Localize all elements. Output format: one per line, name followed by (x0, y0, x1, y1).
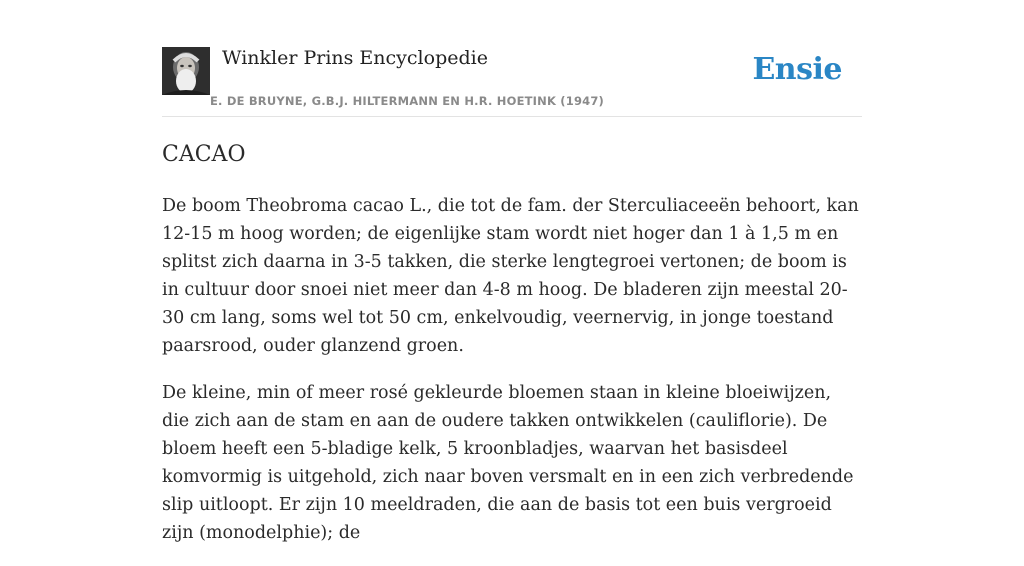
source-header (162, 46, 862, 117)
ensie-logo[interactable]: Ensie (752, 52, 842, 87)
source-authors: E. DE BRUYNE, G.B.J. HILTERMANN EN H.R. HOETINK (1947) (210, 94, 605, 108)
entry-paragraph: De kleine, min of meer rosé gekleurde bloemen staan in kleine bloeiwijzen, die zich aan de stam en aan de oudere takken ontwikkelen (cauliflorie). De bloem heeft een 5-bladige kelk, 5 kroonbladjes, waarvan het basisdeel komvormig is uitgehold, zich naar boven versmalt en in een zich verbredende slip uitloopt. Er zijn 10 meeldraden, die aan de basis tot een buis vergroeid zijn (monodelphie); de (162, 383, 854, 543)
entry-paragraph: De boom Theobroma cacao L., die tot de fam. der Sterculiaceeën behoort, kan 12-15 m hoog worden; de eigenlijke stam wordt niet hoger dan 1 à 1,5 m en splitst zich daarna in 3-5 takken, die sterke lengtegroei vertonen; de boom is in cultuur door snoei niet meer dan 4-8 m hoog. De bladeren zijn meestal 20-30 cm lang, soms wel tot 50 cm, enkelvoudig, veernervig, in jonge toestand paarsrood, ouder glanzend groen. (162, 196, 859, 356)
entry-body (162, 192, 862, 566)
entry-title: CACAO (162, 142, 246, 167)
author-portrait (162, 47, 210, 95)
source-title[interactable]: Winkler Prins Encyclopedie (222, 47, 488, 69)
